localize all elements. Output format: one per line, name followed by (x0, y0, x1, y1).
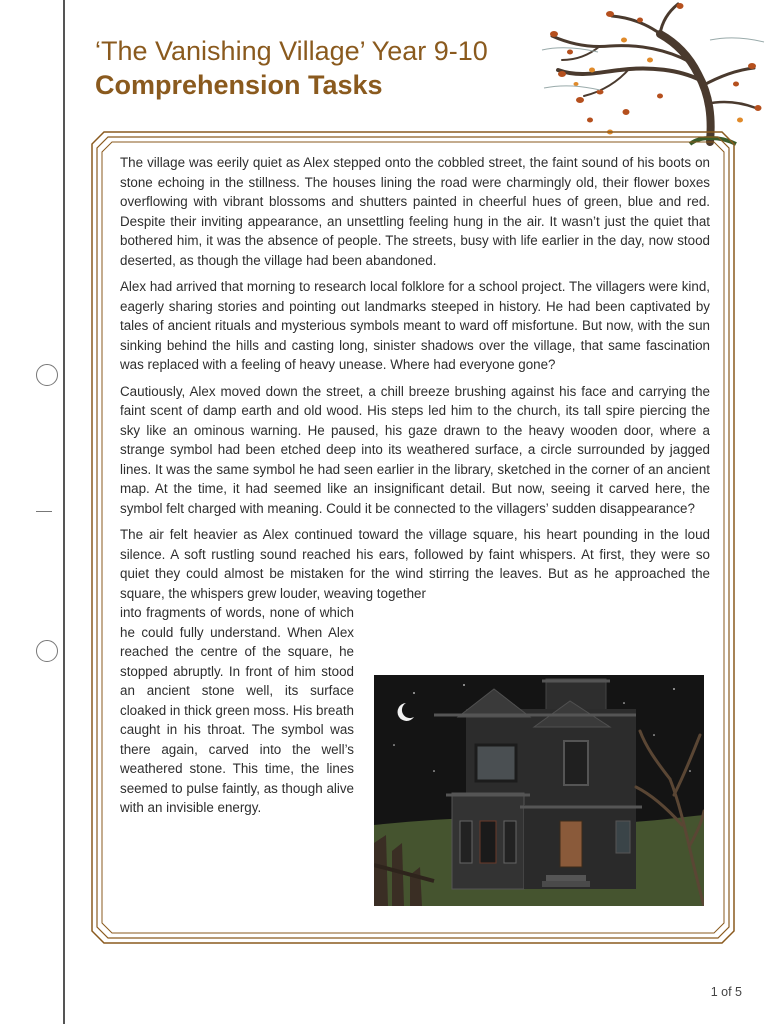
story-paragraph-4-continued: into fragments of words, none of which he could fully understand. When Alex reached the centre of the square, he stopped abruptly. In front of him stood an ancient stone well, its surface cloaked in thick green moss. His breath caught in his throat. The symbol was there again, carved into the well’s weathered stone. This time, the lines seemed to pulse faintly, as though alive with an invisible energy. (120, 605, 354, 815)
story-paragraph-4: The air felt heavier as Alex continued toward the village square, his heart pounding in the loud silence. A soft rustling sound reached his ears, followed by faint whispers. At first, they were so quiet they could almost be mistaken for the wind stirring the leaves. But as he approached the square, the whispers grew louder, weaving together (120, 527, 710, 601)
page-title: ‘The Vanishing Village’ Year 9-10 (95, 36, 488, 66)
page-number: 1 of 5 (710, 985, 742, 999)
story-paragraph-1: The village was eerily quiet as Alex stepped onto the cobbled street, the faint sound of his boots on stone echoing in the stillness. The houses lining the road were charmingly old, their flower boxes overflowing with vibrant blossoms and shutters painted in cheerful hues of green, blue and red. Despite their inviting appearance, an unsettling feeling hung in the air. It wasn’t just the quiet that bothered him, it was the absence of people. The streets, busy with life earlier in the day, now stood deserted, as though the village had been abandoned. (120, 155, 710, 268)
haunted-house-illustration (374, 675, 704, 906)
page-subtitle: Comprehension Tasks (95, 70, 383, 100)
binder-tick-mark (36, 511, 52, 512)
story-paragraph-3: Cautiously, Alex moved down the street, a chill breeze brushing against his face and carrying the faint scent of damp earth and old wood. His steps led him to the church, its tall spire piercing the sky like an ominous warning. He paused, his gaze drawn to the heavy wooden door, where a strange symbol had been etched deep into its weathered surface, a circle surrounded by jagged lines. It was the same symbol he had seen earlier in the library, sketched in the corner of an ancient map. At the time, it had seemed like an insignificant detail. But now, seeing it carved here, the symbol felt charged with meaning. Could it be connected to the villagers’ sudden disappearance? (120, 383, 710, 516)
story-paragraph-2: Alex had arrived that morning to research local folklore for a school project. The villagers were kind, eagerly sharing stories and pointing out landmarks steeped in history. He had been captivated by tales of ancient rituals and mysterious symbols meant to ward off misfortune. But now, with the sun sinking behind the hills and casting long, sinister shadows over the village, that same fascination was replaced with a feeling of heavy unease. Where had everyone gone? (120, 279, 710, 372)
windswept-tree-icon (540, 0, 768, 150)
binder-hole-bottom (36, 640, 58, 662)
binder-margin-line (63, 0, 65, 1024)
binder-hole-top (36, 364, 58, 386)
